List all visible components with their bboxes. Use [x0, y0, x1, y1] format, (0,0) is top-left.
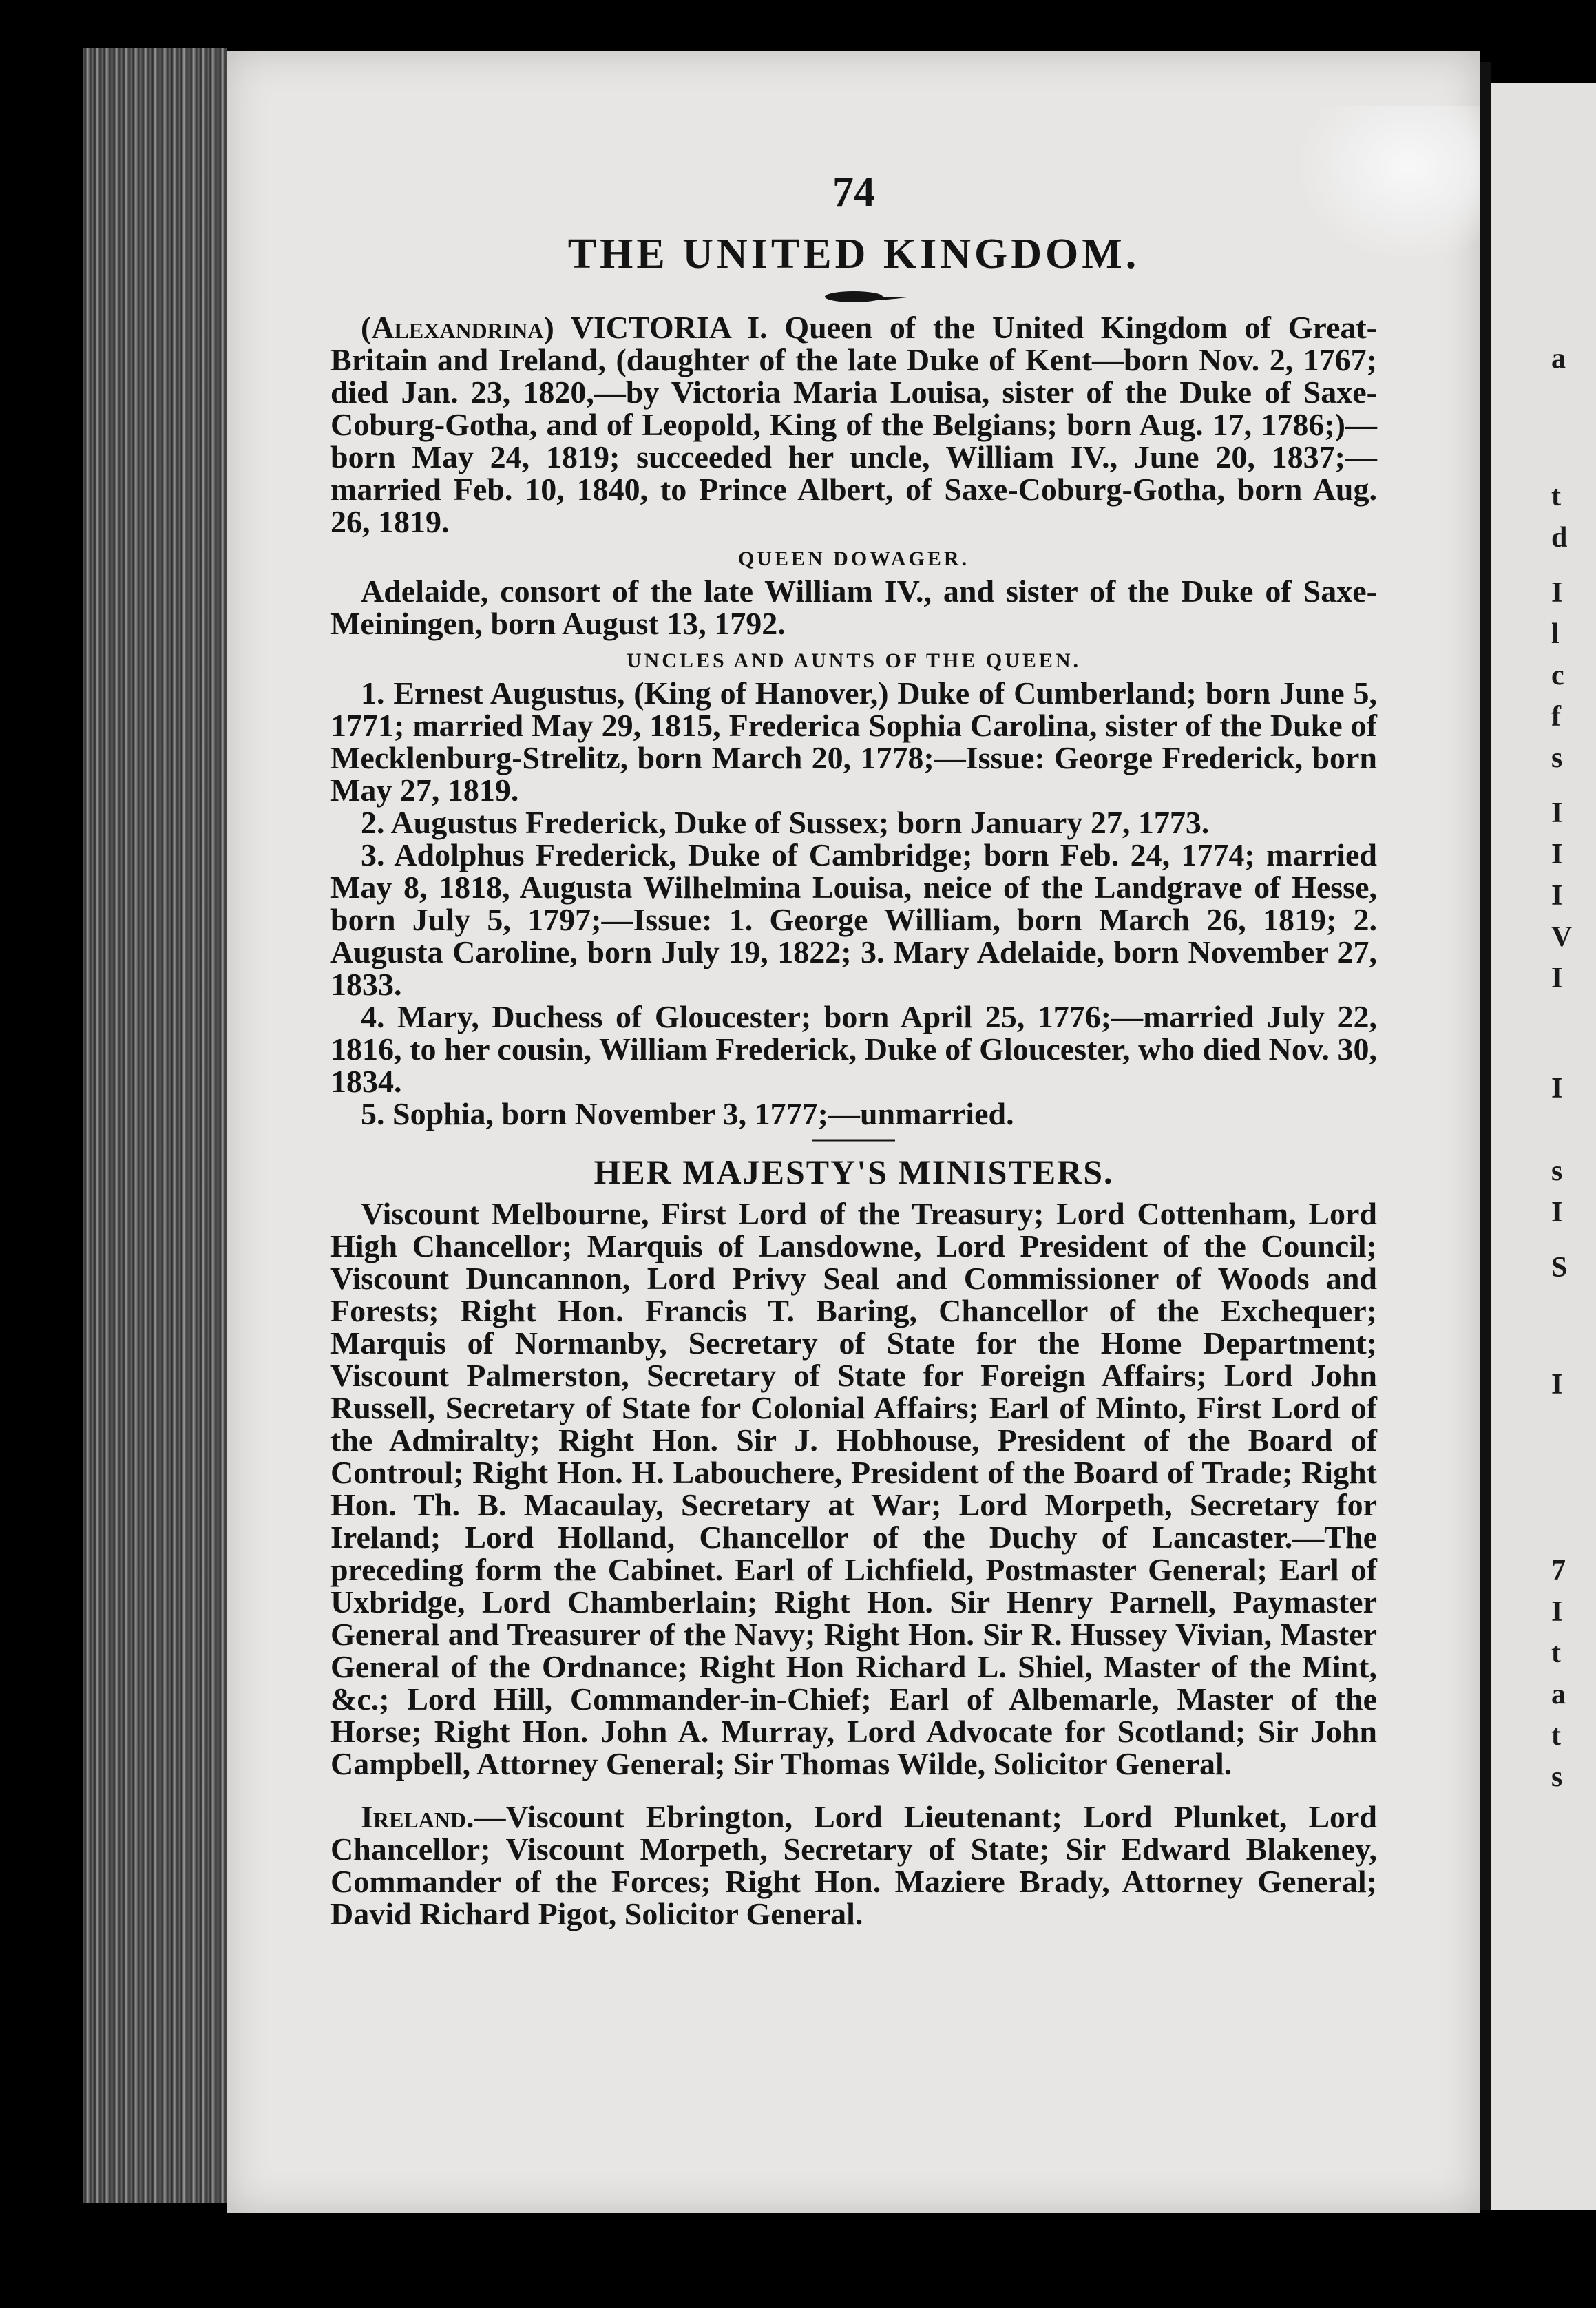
facing-fragment: f [1551, 701, 1561, 733]
ireland-lead: Ireland. [361, 1799, 474, 1834]
facing-fragment: 7 [1551, 1555, 1566, 1586]
facing-fragment: t [1551, 481, 1561, 512]
facing-fragment: l [1551, 618, 1560, 650]
ireland-text: —Viscount Ebrington, Lord Lieutenant; Lord Plunket, Lord Chancellor; Viscount Morpeth, Secretary of State; Sir Edward Blakeney, Commander of the Forces; Right Hon. Maziere Brady, Attorney General; David Richard Pigot, Solicitor General. [330, 1799, 1377, 1931]
facing-fragment: t [1551, 1637, 1561, 1669]
facing-fragment: c [1551, 660, 1564, 691]
facing-fragment: I [1551, 839, 1563, 870]
facing-fragment: d [1551, 522, 1568, 554]
uncle-entry-2: 2. Augustus Frederick, Duke of Sussex; born January 27, 1773. [361, 805, 1210, 840]
page-title: THE UNITED KINGDOM. [567, 231, 1140, 277]
facing-fragment: I [1551, 1596, 1563, 1628]
facing-fragment: I [1551, 963, 1563, 994]
facing-fragment: I [1551, 1073, 1563, 1104]
facing-fragment: s [1551, 742, 1563, 774]
victoria-paragraph [330, 311, 1377, 538]
rule-divider [812, 1135, 895, 1145]
page-number: 74 [832, 169, 875, 216]
ornament-divider [795, 286, 912, 307]
facing-fragment: S [1551, 1252, 1568, 1283]
victoria-text: VICTORIA I. Queen of the United Kingdom of Great-Britain and Ireland, (daughter of the late Duke of Kent—born Nov. 2, 1767; died Jan. 23, 1820,—by Victoria Maria Louisa, sister of the Duke of Saxe-Coburg-Gotha, and of Leopold, King of the Belgians; born Aug. 17, 1786;)—born May 24, 1819; succeeded her uncle, William IV., June 20, 1837;—married Feb. 10, 1840, to Prince Albert, of Saxe-Coburg-Gotha, born Aug. 26, 1819. [330, 310, 1377, 539]
facing-fragment: I [1551, 1197, 1563, 1228]
page-gutter-shadow [1480, 62, 1491, 2210]
facing-fragment: I [1551, 797, 1563, 829]
uncle-entry-4: 4. Mary, Duchess of Gloucester; born April 25, 1776;—married July 22, 1816, to her cousin, William Frederick, Duke of Gloucester, who died Nov. 30, 1834. [330, 999, 1377, 1099]
uncle-entry-3: 3. Adolphus Frederick, Duke of Cambridge; born Feb. 24, 1774; married May 8, 1818, Augusta Wilhelmina Louisa, neice of the Landgrave of Hesse, born July 5, 1797;—Issue: 1. George William, born March 26, 1819; 2. Augusta Caroline, born July 19, 1822; 3. Mary Adelaide, born November 27, 1833. [330, 837, 1377, 1002]
ireland-paragraph [330, 1801, 1377, 1930]
book-page [227, 51, 1480, 2213]
uncles-aunts-heading: UNCLES AND AUNTS OF THE QUEEN. [626, 649, 1082, 672]
facing-page-edge [1491, 83, 1596, 2210]
page-content [330, 168, 1377, 1930]
facing-fragment: t [1551, 1720, 1561, 1752]
facing-fragment: I [1551, 577, 1563, 609]
facing-fragment: s [1551, 1761, 1563, 1793]
queen-dowager-heading: QUEEN DOWAGER. [737, 547, 970, 570]
ministers-heading: HER MAJESTY'S MINISTERS. [594, 1153, 1114, 1191]
facing-fragment: I [1551, 880, 1563, 912]
ministers-paragraph: Viscount Melbourne, First Lord of the Treasury; Lord Cottenham, Lord High Chancellor; Marquis of Lansdowne, Lord President of the Council; Viscount Duncannon, Lord Privy Seal and Commissioner of Woods and Forests; Right Hon. Francis T. Baring, Chancellor of the Exchequer; Marquis of Normanby, Secretary of State for the Home Department; Viscount Palmerston, Secretary of State for Foreign Affairs; Lord John Russell, Secretary of State for Colonial Affairs; Earl of Minto, First Lord of the Admiralty; Right Hon. Sir J. Hobhouse, President of the Board of Controul; Right Hon. H. Labouchere, President of the Board of Trade; Right Hon. Th. B. Macaulay, Secretary at War; Lord Morpeth, Secretary for Ireland; Lord Holland, Chancellor of the Duchy of Lancaster.—The preceding form the Cabinet. Earl of Lichfield, Postmaster General; Earl of Uxbridge, Lord Chamberlain; Right Hon. Sir Henry Parnell, Paymaster General and Treasurer of the Navy; Right Hon. Sir R. Hussey Vivian, Master General of the Ordnance; Right Hon Richard L. Shiel, Master of the Mint, &c.; Lord Hill, Commander-in-Chief; Earl of Albemarle, Master of the Horse; Right Hon. John A. Murray, Lord Advocate for Scotland; Sir John Campbell, Attorney General; Sir Thomas Wilde, Solicitor General. [330, 1196, 1377, 1781]
dowager-paragraph: Adelaide, consort of the late William IV., and sister of the Duke of Saxe-Meiningen, born August 13, 1792. [330, 574, 1377, 641]
book-spine-edges [83, 48, 227, 2203]
facing-fragment: a [1551, 343, 1566, 375]
facing-fragment: a [1551, 1679, 1566, 1710]
facing-fragment: s [1551, 1155, 1563, 1187]
uncle-entry-5: 5. Sophia, born November 3, 1777;—unmarried. [361, 1096, 1014, 1131]
victoria-lead: (Alexandrina) [361, 310, 554, 345]
uncle-entry-1: 1. Ernest Augustus, (King of Hanover,) Duke of Cumberland; born June 5, 1771; married May 29, 1815, Frederica Sophia Carolina, sister of the Duke of Mecklenburg-Strelitz, born March 20, 1778;—Issue: George Frederick, born May 27, 1819. [330, 675, 1377, 808]
facing-fragment: V [1551, 921, 1573, 953]
facing-fragment: I [1551, 1369, 1563, 1400]
